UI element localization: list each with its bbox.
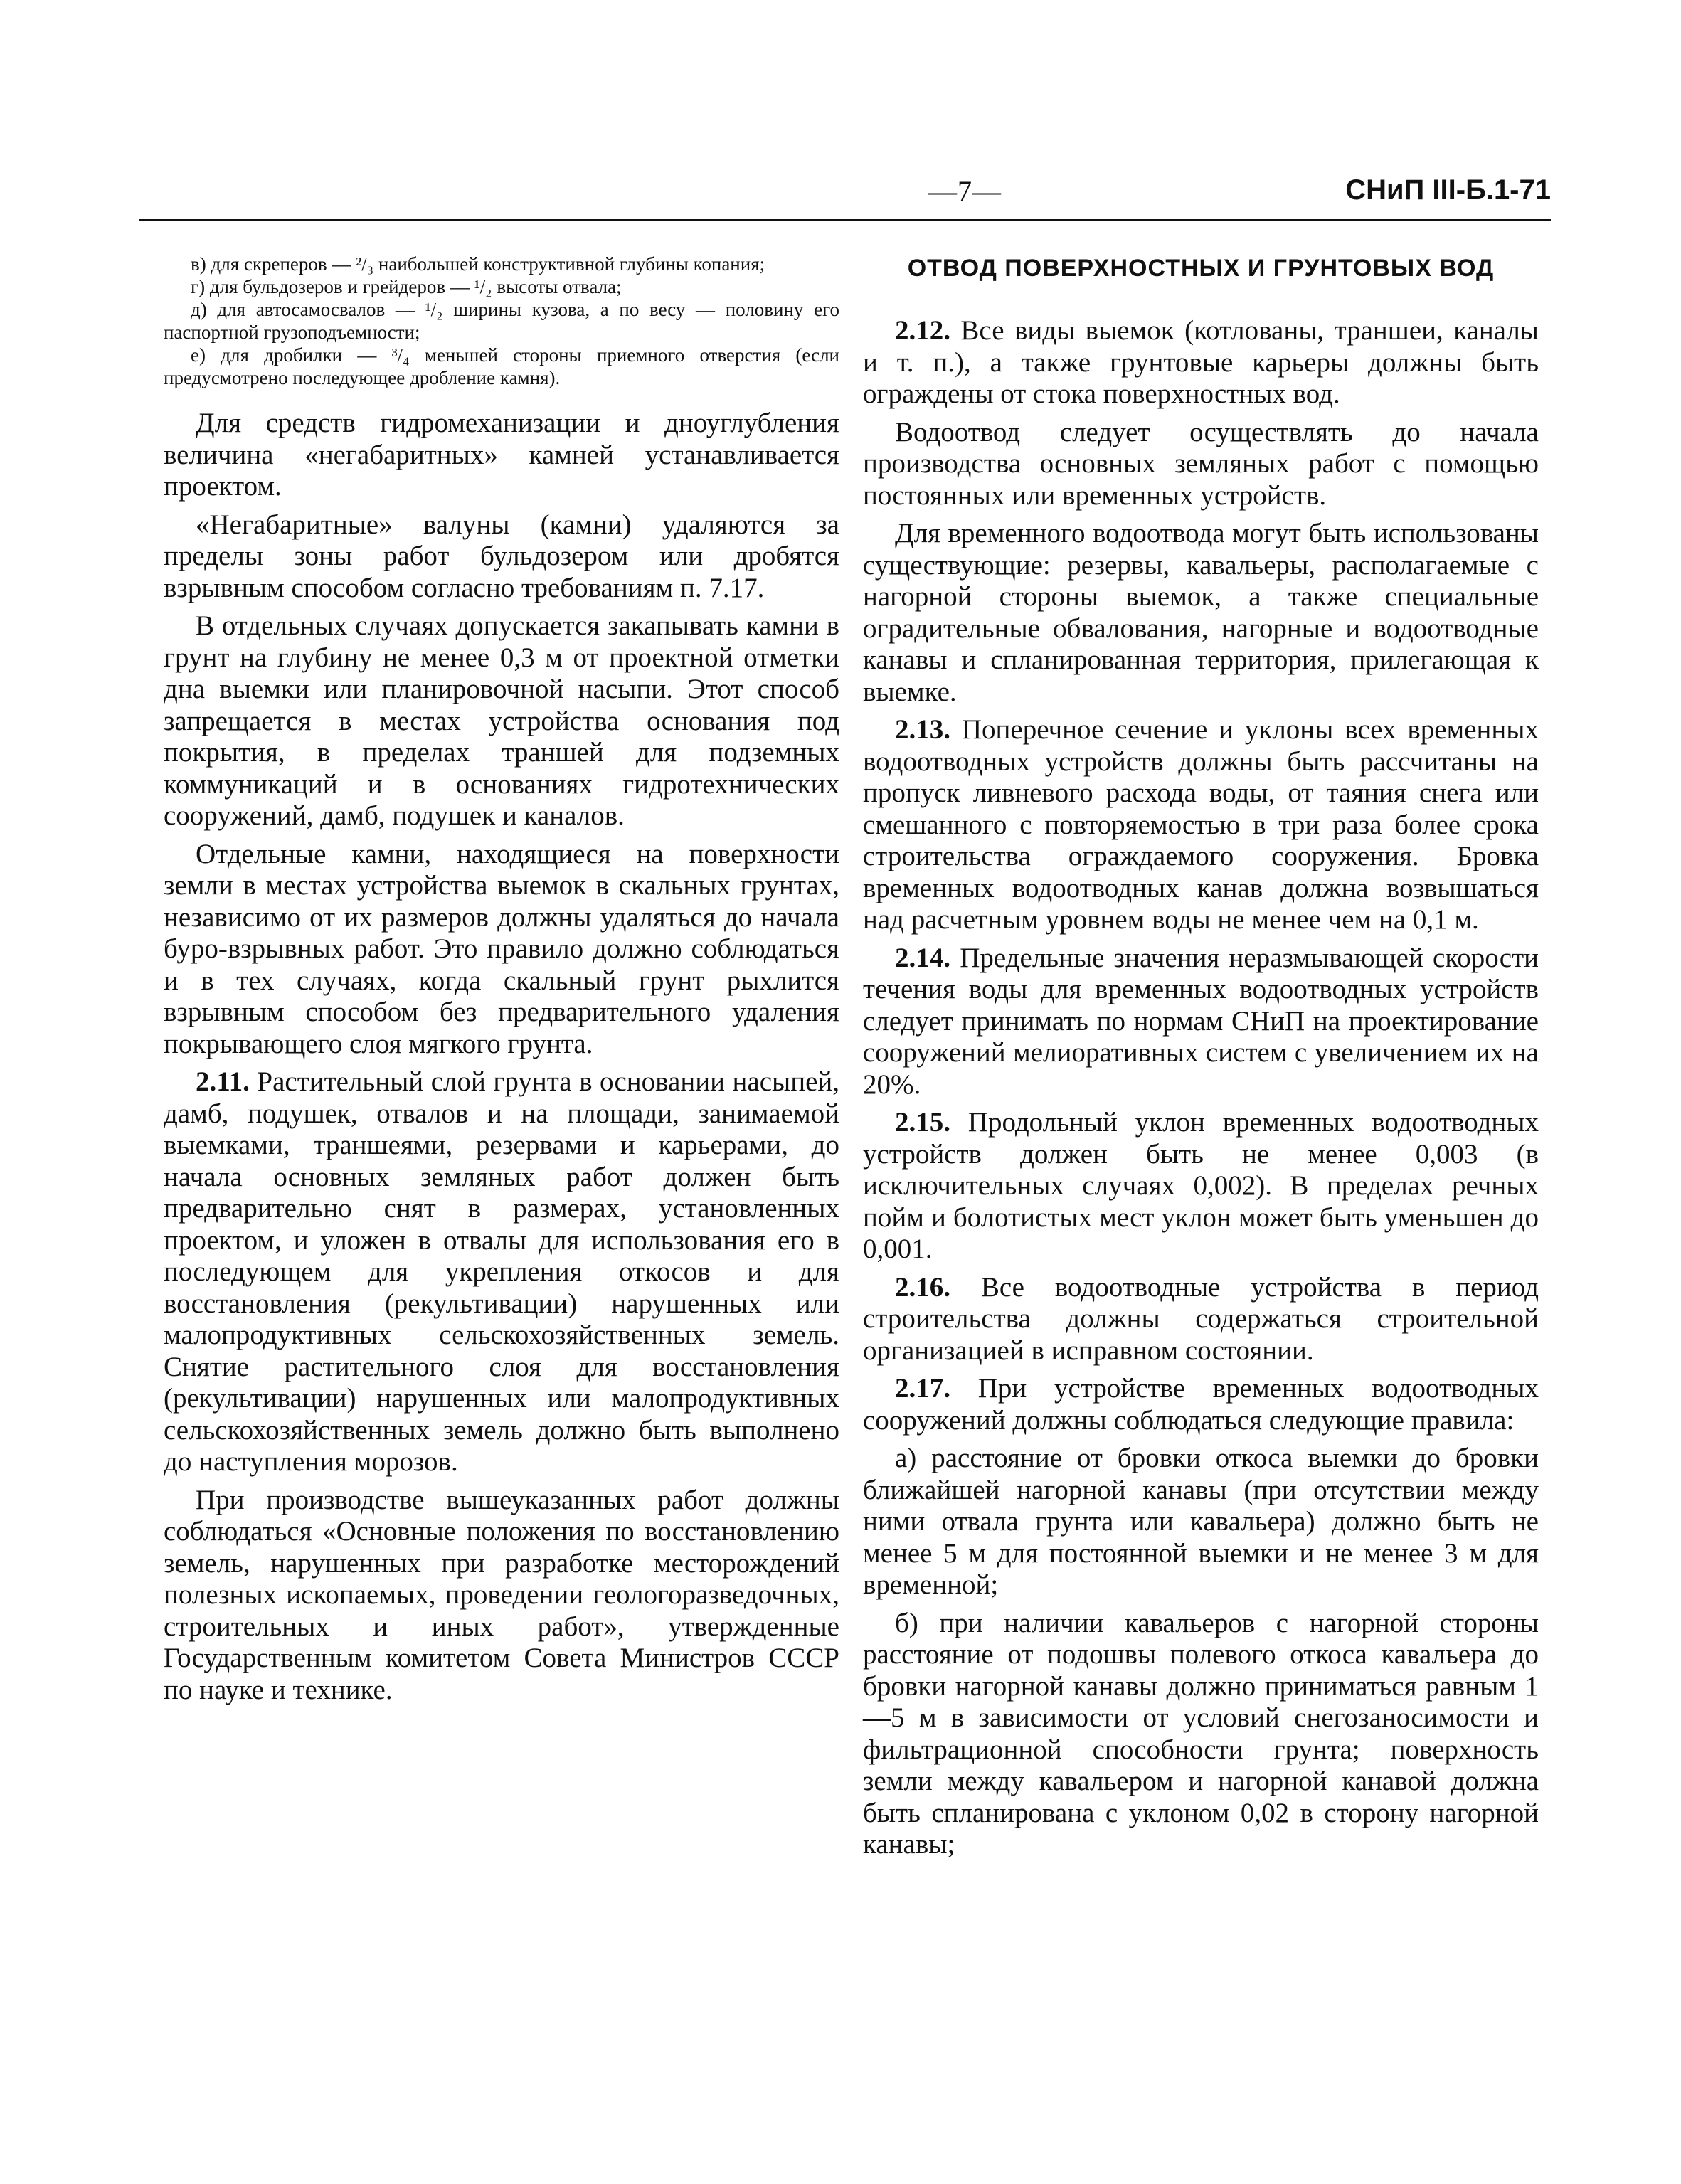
clause-text: Продольный уклон временных водоотводных устройств должен быть не менее 0,003 (в исключительных случаях 0,002). В пределах речных пойм и болотистых мест уклон может быть уменьшен до 0,001. (863, 1107, 1539, 1264)
clause-number: 2.15. (895, 1107, 950, 1138)
paragraph: «Негабаритные» валуны (камни) удаляются за пределы зоны работ бульдозером или дробятся взрывным способом согласно требованиям п. 7.17. (164, 509, 839, 603)
header-rule (139, 219, 1551, 221)
clause-text: Все водоотводные устройства в период строительства должны содержаться строительной организацией в исправном состоянии. (863, 1271, 1539, 1366)
clause-number: 2.12. (895, 315, 950, 346)
right-column (863, 253, 1539, 1861)
clause-number: 2.13. (895, 714, 950, 745)
paragraph: Для временного водоотвода могут быть использованы существующие: резервы, кавальеры, располагаемые с нагорной стороны выемок, а также специальные оградительные обвалования, нагорные и водоотводные канавы и спланированная территория, прилегающая к выемке. (863, 518, 1539, 707)
right-body (863, 315, 1539, 1861)
clause-2-15 (863, 1107, 1539, 1266)
left-column (164, 253, 839, 1712)
clause-2-14 (863, 943, 1539, 1101)
clause-2-16 (863, 1272, 1539, 1367)
paragraph: При производстве вышеуказанных работ должны соблюдаться «Основные положения по восстановлению земель, нарушенных при разработке месторождений полезных ископаемых, проведении геологоразведочных, строительных и иных работ», утвержденные Государственным комитетом Совета Министров СССР по науке и технике. (164, 1484, 839, 1705)
clause-text: При устройстве временных водоотводных сооружений должны соблюдаться следующие правила: (863, 1373, 1539, 1436)
page-header (139, 174, 1551, 217)
clause-2-12 (863, 315, 1539, 410)
list-item: г) для бульдозеров и грейдеров — ¹/₂ высоты отвала; (191, 276, 622, 297)
paragraph: Водоотвод следует осуществлять до начала производства основных земляных работ с помощью постоянных или временных устройств. (863, 416, 1539, 511)
paragraph: В отдельных случаях допускается закапывать камни в грунт на глубину не менее 0,3 м от проектной отметки дна выемки или планировочной насыпи. Этот способ запрещается в местах устройства основания под покрытия, в пределах траншей для подземных коммуникаций и в основаниях гидротехнических сооружений, дамб, подушек и каналов. (164, 610, 839, 831)
page-number: —7— (928, 175, 1002, 207)
clause-2-11 (164, 1066, 839, 1478)
rule-item-b: б) при наличии кавальеров с нагорной стороны расстояние от подошвы полевого откоса кавальера до бровки нагорной канавы должно приниматься равным 1—5 м в зависимости от условий снегозаносимости и фильтрационной способности грунта; поверхность земли между кавальером и нагорной канавой должна быть спланирована с уклоном 0,02 в сторону нагорной канавы; (863, 1607, 1539, 1860)
machine-limits-list (164, 253, 839, 389)
list-item: е) для дробилки — ³/₄ меньшей стороны приемного отверстия (если предусмотрено последующее дробление камня). (164, 344, 839, 388)
clause-text: Поперечное сечение и уклоны всех временных водоотводных устройств должны быть рассчитаны на пропуск ливневого расхода воды, от таяния снега или смешанного с повторяемостью в три раза более срока строительства ограждаемого сооружения. Бровка временных водоотводных канав должна возвышаться над расчетным уровнем воды не менее чем на 0,1 м. (863, 714, 1539, 935)
clause-text: Все виды выемок (котлованы, траншеи, каналы и т. п.), а также грунтовые карьеры должны быть ограждены от стока поверхностных вод. (863, 315, 1539, 409)
clause-text: Растительный слой грунта в основании насыпей, дамб, подушек, отвалов и на площади, занимаемой выемками, траншеями, резервами и карьерами, до начала основных земляных работ должен быть предварительно снят в размерах, установленных проектом, и уложен в отвалы для использования его в последующем для укрепления откосов и для восстановления (рекультивации) нарушенных или малопродуктивных сельскохозяйственных земель. Снятие растительного слоя для восстановления (рекультивации) нарушенных или малопродуктивных сельскохозяйственных земель должно быть выполнено до наступления морозов. (164, 1066, 840, 1477)
left-body (164, 408, 839, 1706)
list-item: д) для автосамосвалов — ¹/₂ ширины кузова, а по весу — половину его паспортной грузоподъемности; (164, 299, 839, 343)
clause-2-17 (863, 1373, 1539, 1436)
clause-number: 2.11. (196, 1066, 250, 1097)
section-heading: ОТВОД ПОВЕРХНОСТНЫХ И ГРУНТОВЫХ ВОД (907, 255, 1495, 282)
rule-item-a: а) расстояние от бровки откоса выемки до бровки ближайшей нагорной канавы (при отсутствии между ними отвала грунта или кавальера) должно быть не менее 5 м для постоянной выемки и не менее 3 м для временной; (863, 1443, 1539, 1600)
clause-number: 2.17. (895, 1373, 950, 1404)
clause-text: Предельные значения неразмывающей скорости течения воды для временных водоотводных устройств следует принимать по нормам СНиП на проектирование сооружений мелиоративных систем с увеличением их на 20%. (863, 942, 1539, 1100)
list-item: в) для скреперов — ²/₃ наибольшей конструктивной глубины копания; (191, 253, 765, 275)
clause-number: 2.14. (895, 942, 950, 973)
document-reference: СНиП III-Б.1-71 (1345, 174, 1551, 206)
paragraph: Для средств гидромеханизации и дноуглубления величина «негабаритных» камней устанавливается проектом. (164, 408, 839, 502)
clause-number: 2.16. (895, 1271, 950, 1303)
clause-2-13 (863, 714, 1539, 936)
paragraph: Отдельные камни, находящиеся на поверхности земли в местах устройства выемок в скальных грунтах, независимо от их размеров должны удаляться до начала буро-взрывных работ. Это правило должно соблюдаться и в тех случаях, когда скальный грунт рыхлится взрывным способом без предварительного удаления покрывающего слоя мягкого грунта. (164, 838, 839, 1059)
